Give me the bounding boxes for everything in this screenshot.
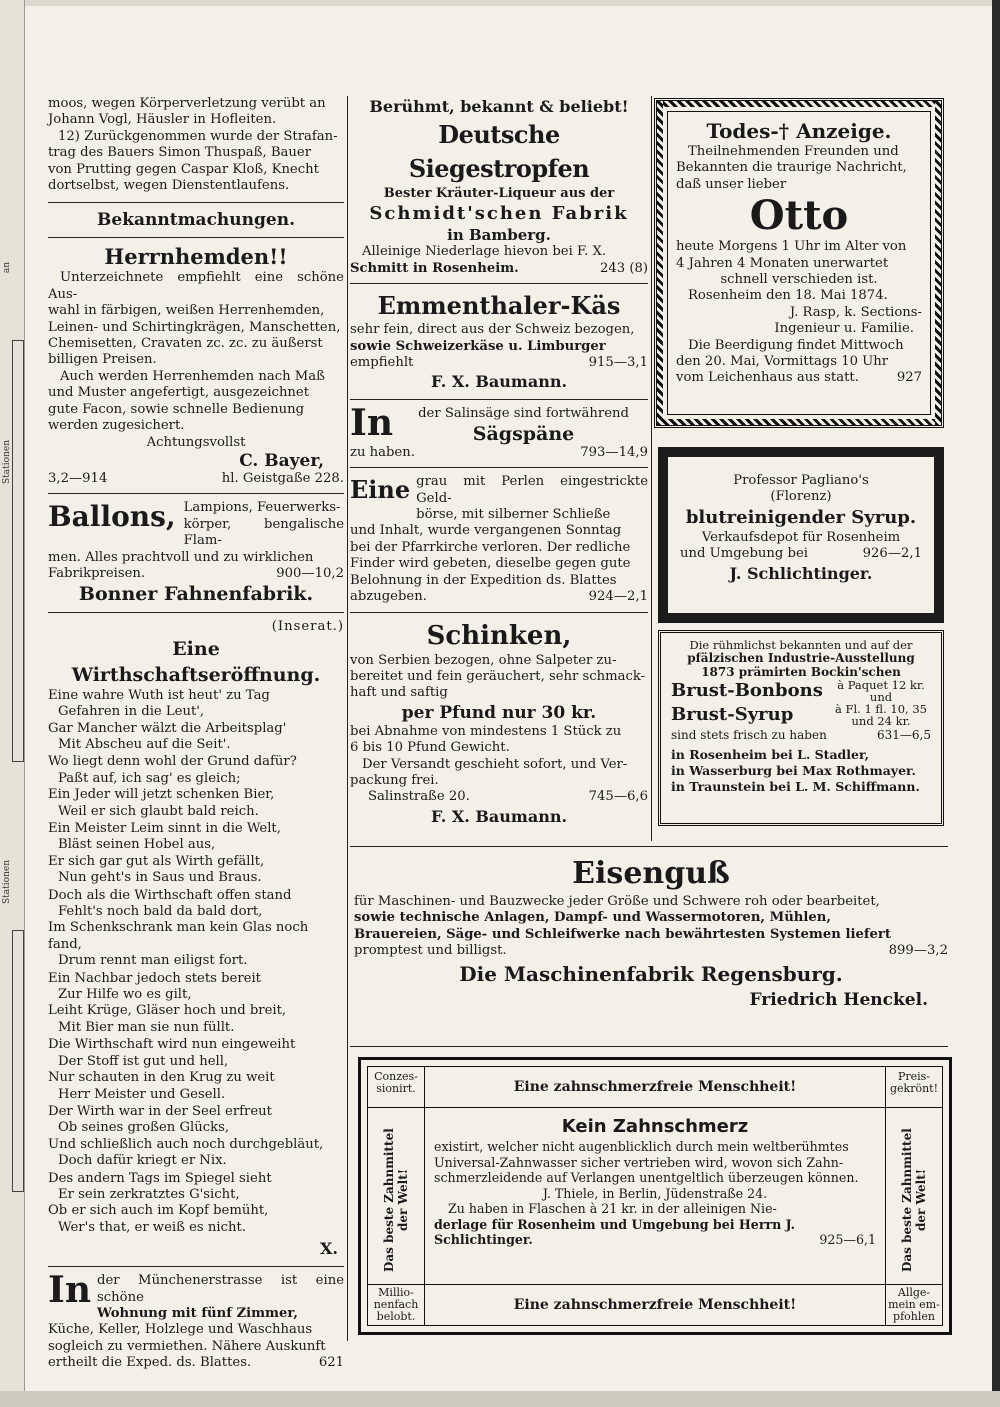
poem-line: Eine wahre Wuth ist heut' zu Tag <box>48 687 270 703</box>
text-line: schnell verschieden ist. <box>720 272 878 288</box>
advertiser-name: Bonner Fahnenfabrik. <box>78 583 314 606</box>
text-line: billigen Preisen. <box>48 352 157 368</box>
text-line: vom Leichenhaus aus statt. <box>676 370 859 386</box>
column-rule <box>651 96 652 841</box>
poem-line: Mit Bier man sie nun füllt. <box>58 1019 235 1035</box>
address: hl. Geistgaße 228. <box>221 470 344 486</box>
ref-row <box>350 261 648 277</box>
text-line: schmerzleidende auf Verlangen unentgeltlich überzeugen können. <box>434 1170 859 1185</box>
poem-line: Wo liegt denn wohl der Grund dafür? <box>48 754 297 770</box>
text-line: und Umgebung bei <box>680 546 809 562</box>
ad-siegestropfen <box>350 96 648 277</box>
text-line: sogleich zu vermiethen. Nähere Auskunft <box>48 1338 326 1354</box>
poem-line: Der Wirth war in der Seel erfreut <box>48 1103 272 1119</box>
text-line: und Inhalt, wurde vergangenen Sonntag <box>350 523 622 539</box>
bonbons-row <box>671 679 931 703</box>
text-line: 12) Zurückgenommen wurde der Strafan- <box>58 128 338 144</box>
text-line: trag des Bauers Simon Thuspaß, Bauer <box>48 145 312 161</box>
text-line: Bekannten die traurige Nachricht, <box>676 160 907 176</box>
text-line: 6 bis 10 Pfund Gewicht. <box>350 740 510 756</box>
scan-edge-bottom <box>0 1391 1000 1407</box>
text-line: pfälzischen Industrie-Ausstellung <box>687 651 915 665</box>
text-line: Bester Kräuter-Liqueur aus der <box>383 186 615 201</box>
grid-line <box>368 1284 942 1285</box>
poem-line: Die Wirthschaft wird nun eingeweiht <box>48 1037 296 1053</box>
ad-title: Eisenguß <box>572 856 730 891</box>
text-line: grau mit Perlen eingestrickte Geld- <box>416 474 648 506</box>
poem-line: Wer's that, er weiß es nicht. <box>58 1219 246 1235</box>
text-line: (Florenz) <box>770 489 832 505</box>
text-line: sowie Schweizerkäse u. Limburger <box>350 338 606 354</box>
court-report-tail <box>48 96 344 194</box>
text-line: Wohnung mit fünf Zimmer, <box>97 1305 298 1321</box>
text-line: gute Facon, sowie schnelle Bedienung <box>48 401 305 417</box>
ad-title: Deutsche Siegestropfen <box>408 120 590 183</box>
text-line: bei Abnahme von mindestens 1 Stück zu <box>350 723 622 739</box>
ad-geldboerse <box>350 474 648 605</box>
ad-ref-number: 631—6,5 <box>877 728 931 742</box>
text-line: in Bamberg. <box>447 226 551 245</box>
margin-table-fragment <box>12 340 24 762</box>
border-ornament <box>657 101 941 107</box>
grid-line <box>424 1067 425 1325</box>
text-line: sind stets frisch zu haben <box>671 728 827 742</box>
text-line: Zu haben in Flaschen à 21 kr. in der alleinigen Nie- <box>448 1201 777 1216</box>
banner-top: Eine zahnschmerzfreie Menschheit! <box>513 1079 797 1095</box>
text-line: zu haben. <box>350 444 415 460</box>
drop-initial: In <box>48 1269 92 1312</box>
text-line: heute Morgens 1 Uhr im Alter von <box>676 239 907 255</box>
poem-line: Herr Meister und Gesell. <box>58 1086 226 1102</box>
drop-initial: In <box>350 402 394 445</box>
margin-label: Stationen <box>2 440 12 484</box>
poem-line: Im Schenkschrank man kein Glas noch fand, <box>48 920 309 952</box>
ref-row <box>434 1232 876 1248</box>
signature: J. Rasp, k. Sections- <box>789 304 922 320</box>
corner-label: Allge-mein em-pfohlen <box>888 1286 940 1323</box>
signature: Ingenieur u. Familie. <box>774 321 914 337</box>
poem-line: Ob seines großen Glücks, <box>58 1120 230 1136</box>
ref-row <box>350 355 648 371</box>
poem-line: Nun geht's in Saus und Braus. <box>58 870 262 886</box>
ref-row <box>48 1355 344 1371</box>
bonbons-content <box>661 633 941 801</box>
grid-line <box>885 1067 886 1325</box>
ad-zahnschmerz <box>358 1057 952 1335</box>
ad-ballons <box>48 500 344 606</box>
text-line: Die Beerdigung findet Mittwoch <box>688 337 904 353</box>
ad-brust-bonbons <box>658 630 944 826</box>
poem-line: Zur Hilfe wo es gilt, <box>58 987 192 1003</box>
ad-title: Kein Zahnschmerz <box>561 1116 749 1137</box>
border-ornament <box>935 101 941 425</box>
text-line: Schmidt'schen Fabrik <box>369 203 629 225</box>
poem-line: Er sich gar gut als Wirth gefällt, <box>48 853 265 869</box>
corner-label: Preis-gekrönt! <box>889 1070 939 1095</box>
ad-todesanzeige <box>654 98 944 428</box>
text-line: den 20. Mai, Vormittags 10 Uhr <box>676 354 889 370</box>
poem-line: Ein Meister Leim sinnt in die Welt, <box>48 821 281 836</box>
text-line: von Prutting gegen Caspar Kloß, Knecht <box>48 161 319 177</box>
text-line: werden zugesichert. <box>48 418 185 434</box>
ref-row <box>48 471 344 487</box>
ad-ref-number: 745—6,6 <box>588 789 648 805</box>
text-line: der Salinsäge sind fortwährend <box>418 406 629 422</box>
ad-pagliano <box>658 447 944 623</box>
ad-schinken <box>350 619 648 828</box>
ad-title: Sägspäne <box>472 422 575 445</box>
todes-content <box>667 111 931 415</box>
poem-title: Eine Wirthschaftseröffnung. <box>71 637 321 686</box>
corner-label: Millio-nenfach belobt. <box>373 1286 419 1323</box>
poem-line: Paßt auf, ich sag' es gleich; <box>58 770 241 786</box>
poem-line: Mit Abscheu auf die Seit'. <box>58 736 231 752</box>
ref-row <box>48 566 344 582</box>
price: à Paquet 12 kr. und <box>837 678 925 704</box>
deceased-name: Otto <box>749 192 849 240</box>
text-line: sowie technische Anlagen, Dampf- und Wassermotoren, Mühlen, <box>354 910 831 926</box>
poem-line: Leiht Krüge, Gläser hoch und breit, <box>48 1003 287 1019</box>
text-line: Schlichtinger. <box>434 1232 533 1247</box>
poem-line: Der Stoff ist gut und hell, <box>58 1053 229 1069</box>
text-line: der Münchenerstrasse ist eine schöne <box>97 1273 344 1305</box>
text-line: Die rühmlichst bekannten und auf der <box>689 638 913 652</box>
scan-edge-top <box>24 0 994 6</box>
ad-ref-number: 925—6,1 <box>819 1232 876 1247</box>
text-line: Professor Pagliano's <box>733 473 869 488</box>
ad-wohnung <box>48 1269 344 1371</box>
poem-line: Ein Nachbar jedoch stets bereit <box>48 970 261 986</box>
text-line: Rosenheim den 18. Mai 1874. <box>688 288 888 304</box>
address: Salinstraße 20. <box>368 789 470 805</box>
ad-ref-number: 915—3,1 <box>588 355 648 371</box>
grid-line <box>368 1107 942 1108</box>
margin-label: Stationen <box>2 860 12 904</box>
rule <box>350 846 948 847</box>
zahn-frame <box>367 1066 943 1326</box>
text-line: Verkaufsdepot für Rosenheim <box>701 529 901 545</box>
text-line: Lampions, Feuerwerks- <box>183 500 341 516</box>
text-line: und Muster angefertigt, ausgezeichnet <box>48 385 310 401</box>
poem-line: Ein Jeder will jetzt schenken Bier, <box>48 787 275 803</box>
ad-slogan: Berühmt, bekannt & beliebt! <box>369 97 629 116</box>
retailer-line: in Traunstein bei L. M. Schiffmann. <box>671 779 920 795</box>
text-line: von Serbien bezogen, ohne Salpeter zu- <box>350 652 617 668</box>
text-line: Unterzeichnete empfiehlt eine schöne Aus- <box>48 270 344 302</box>
text-line: J. Thiele, in Berlin, Jüdenstraße 24. <box>542 1185 768 1201</box>
ad-emmenthaler <box>350 290 648 393</box>
text-line: ertheilt die Exped. ds. Blattes. <box>48 1355 252 1371</box>
banner-bottom: Eine zahnschmerzfreie Menschheit! <box>513 1297 797 1313</box>
ad-ref-number: 3,2—914 <box>48 470 108 486</box>
text-line: Auch werden Herrenhemden nach Maß <box>60 368 325 384</box>
poem-line: Doch dafür kriegt er Nix. <box>58 1153 227 1169</box>
zahn-body <box>434 1115 876 1248</box>
ad-title: Herrnhemden!! <box>104 244 288 270</box>
poem-line: Fehlt's noch bald da bald dort, <box>58 904 263 920</box>
text-line: Belohnung in der Expedition ds. Blattes <box>350 572 617 588</box>
text-line: promptest und billigst. <box>354 943 507 959</box>
poem-line: Nur schauten in den Krug zu weit <box>48 1070 275 1086</box>
text-line: moos, wegen Körperverletzung verübt an <box>48 96 326 111</box>
ad-title: Emmenthaler-Käs <box>377 291 621 321</box>
column-2 <box>350 96 648 828</box>
syrup-row <box>671 703 931 727</box>
retailer-line: in Rosenheim bei L. Stadler, <box>671 747 870 763</box>
drop-initial: Eine <box>350 475 411 505</box>
pagliano-content <box>668 457 934 585</box>
ref-row <box>354 943 948 959</box>
ad-ref-number: 900—10,2 <box>276 565 344 581</box>
text-line: abzugeben. <box>350 589 427 605</box>
section-heading: Bekanntmachungen. <box>97 210 295 231</box>
text-line: men. Alles prachtvoll und zu wirklichen <box>48 549 314 565</box>
text-line: Leinen- und Schirtingkrägen, Manschetten, <box>48 319 341 335</box>
product-name: Brust-Bonbons <box>671 680 823 701</box>
text-line: Theilnehmenden Freunden und <box>688 144 899 159</box>
poem-line: Gefahren in die Leut', <box>58 704 205 720</box>
ad-ref-number: 927 <box>896 370 922 386</box>
text-line: 1873 prämirten Bockin'schen <box>701 665 901 679</box>
text-line: körper, bengalische Flam- <box>183 516 344 549</box>
poem-line: Ob er sich auch im Kopf bemüht, <box>48 1203 269 1219</box>
ad-title: Todes-† Anzeige. <box>706 119 892 143</box>
text-line: Johann Vogl, Häusler in Hofleiten. <box>48 112 277 128</box>
text-line: für Maschinen- und Bauzwecke jeder Größe und Schwere roh oder bearbeitet, <box>354 894 880 909</box>
text-line: Chemisetten, Cravaten zc. zc. zu äußerst <box>48 336 323 352</box>
ad-ref-number: 243 (8) <box>599 260 648 276</box>
poem-line: Er sein zerkratztes G'sicht, <box>58 1186 240 1202</box>
retailer-line: in Wasserburg bei Max Rothmayer. <box>671 763 916 779</box>
text-line: börse, mit silberner Schließe <box>416 507 611 523</box>
text-line: packung frei. <box>350 772 439 788</box>
column-1 <box>48 96 344 1372</box>
ad-herrnhemden <box>48 244 344 487</box>
ad-ref-number: 899—3,2 <box>888 943 948 959</box>
text-line: Der Versandt geschieht sofort, und Ver- <box>362 756 628 772</box>
advertiser-owner: Friedrich Henckel. <box>749 989 928 1010</box>
ad-eisenguss <box>354 854 948 1012</box>
scan-edge-right <box>992 0 1000 1407</box>
ref-row <box>350 445 648 461</box>
text-line: Universal-Zahnwasser sicher vertrieben wird, wovon sich Zahn- <box>434 1154 844 1170</box>
poem-line: Drum rennt man eiligst fort. <box>58 953 248 969</box>
text-line: Achtungsvollst <box>146 434 246 450</box>
text-line: sehr fein, direct aus der Schweiz bezogen, <box>350 322 635 338</box>
ref-row <box>350 789 648 805</box>
text-line: Finder wird gebeten, dieselbe gegen gute <box>350 556 631 572</box>
price: à Fl. 1 fl. 10, 35 und 24 kr. <box>834 702 927 728</box>
text-line: 4 Jahren 4 Monaten unerwartet <box>676 255 889 271</box>
text-line: Brauereien, Säge- und Schleifwerke nach bewährtesten Systemen liefert <box>354 926 891 942</box>
text-line: Schmitt in Rosenheim. <box>350 260 519 276</box>
text-line: derlage für Rosenheim und Umgebung bei Herrn J. <box>434 1216 795 1232</box>
ad-title: blutreinigender Syrup. <box>685 506 917 528</box>
ad-ref-number: 926—2,1 <box>862 546 922 562</box>
corner-label: Conzes-sionirt. <box>374 1070 418 1095</box>
poem-line: Bläst seinen Hobel aus, <box>58 837 216 853</box>
product-name: Brust-Syrup <box>671 704 794 725</box>
ad-ref-number: 793—14,9 <box>580 444 648 460</box>
margin-label: an <box>2 262 12 274</box>
poem-line: Weil er sich glaubt bald reich. <box>58 803 259 819</box>
ad-saegspaene <box>350 402 648 461</box>
ref-row <box>680 546 922 562</box>
border-ornament <box>657 101 663 425</box>
ad-title: Ballons, <box>48 500 176 534</box>
ref-row <box>350 589 648 605</box>
text-line: Alleinige Niederlage hievon bei F. X. <box>362 244 607 260</box>
ad-ref-number: 621 <box>318 1355 344 1371</box>
text-line: existirt, welcher nicht augenblicklich durch mein weltberühmtes <box>434 1139 849 1154</box>
side-slogan-left: Das beste Zahnmittel der Welt! <box>382 1128 410 1272</box>
text-line: Küche, Keller, Holzlege und Waschhaus <box>48 1322 313 1338</box>
advertiser-name: C. Bayer, <box>239 450 324 471</box>
ad-ref-number: 924—2,1 <box>588 589 648 605</box>
poem <box>48 688 344 1236</box>
advertiser-name: J. Schlichtinger. <box>729 563 873 583</box>
text-line: empfiehlt <box>350 355 414 371</box>
advertiser-name: Die Maschinenfabrik Regensburg. <box>459 961 843 986</box>
poem-line: Und schließlich auch noch durchgebläut, <box>48 1136 324 1152</box>
text-line: Fabrikpreisen. <box>48 565 146 581</box>
border-ornament <box>657 419 941 425</box>
text-line: haft und saftig <box>350 685 448 701</box>
poem-line: Doch als die Wirthschaft offen stand <box>48 887 292 903</box>
margin-table-fragment <box>12 930 24 1192</box>
scan-edge-left <box>0 0 25 1407</box>
text-line: dortselbst, wegen Dienstentlaufens. <box>48 178 290 194</box>
inserat-label: (Inserat.) <box>271 619 344 635</box>
ad-title: Schinken, <box>426 620 572 651</box>
poem-line: Des andern Tags im Spiegel sieht <box>48 1170 272 1186</box>
side-slogan-right: Das beste Zahnmittel der Welt! <box>900 1128 928 1272</box>
poem-line: Gar Mancher wälzt die Arbeitsplag' <box>48 720 287 736</box>
rule <box>350 1046 948 1047</box>
text-line: wahl in färbigen, weißen Herrenhemden, <box>48 303 325 319</box>
advertiser-name: F. X. Baumann. <box>430 372 568 392</box>
price-line: per Pfund nur 30 kr. <box>401 702 597 723</box>
ref-row <box>676 370 922 386</box>
text-line: bei der Pfarrkirche verloren. Der redliche <box>350 539 631 555</box>
column-rule <box>347 96 348 1341</box>
ref-row <box>671 727 931 743</box>
text-line: daß unser lieber <box>676 176 787 192</box>
advertiser-name: F. X. Baumann. <box>430 806 568 826</box>
poem-signature: X. <box>320 1239 338 1259</box>
text-line: bereitet und fein geräuchert, sehr schmack- <box>350 668 646 684</box>
